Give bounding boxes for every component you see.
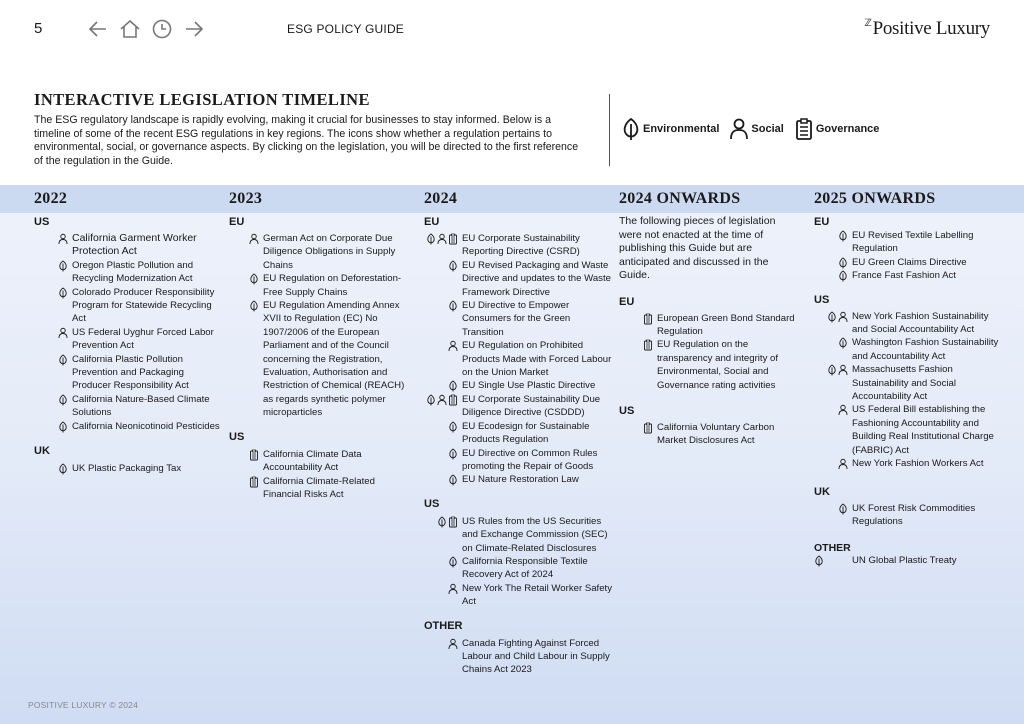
footer-copyright: POSITIVE LUXURY © 2024 [28, 700, 139, 710]
legislation-item[interactable]: Oregon Plastic Pollution and Recycling Modernization Act [34, 259, 224, 286]
clipboard-icon [448, 394, 458, 406]
home-icon[interactable] [118, 17, 142, 41]
legislation-item[interactable]: EU Ecodesign for Sustainable Products Regulation [424, 420, 614, 447]
legislation-item[interactable]: EU Directive to Empower Consumers for the Green Transition [424, 299, 614, 339]
leaf-icon [426, 233, 436, 245]
column-2022 [34, 215, 224, 476]
legislation-item[interactable]: California Plastic Pollution Prevention and Packaging Producer Responsibility Act [34, 353, 224, 393]
column-2025-onwards [814, 215, 1004, 568]
leaf-icon [448, 421, 458, 433]
region-label: EU [424, 216, 440, 228]
page-title: INTERACTIVE LEGISLATION TIMELINE [34, 90, 370, 109]
column-2023 [229, 215, 415, 501]
region-label: EU [229, 216, 245, 228]
legislation-item[interactable]: EU Revised Textile Labelling Regulation [814, 229, 1004, 256]
legislation-item[interactable]: EU Regulation on the transparency and integrity of Environmental, Social and Governance rating activities [619, 338, 799, 392]
legislation-item[interactable]: EU Corporate Sustainability Due Diligence Directive (CSDDD) [424, 393, 614, 420]
top-bar [0, 0, 1024, 60]
legislation-item[interactable]: US Federal Bill establishing the Fashioning Accountability and Building Real Institutional Charge (FABRIC) Act [814, 403, 1004, 457]
column-note: The following pieces of legislation were not enacted at the time of publishing this Guide but are anticipated and discussed in the Guide. [619, 215, 776, 281]
region-label: US [34, 216, 50, 228]
clipboard-icon [794, 116, 814, 142]
person-icon [437, 394, 447, 406]
legislation-item[interactable]: California Climate Data Accountability Act [229, 448, 415, 475]
intro-text: The ESG regulatory landscape is rapidly evolving, making it crucial for businesses to stay informed. Below is a timeline of some of the recent ESG regulations in key regions. The icons show whether a regulation pertains to environmental, social, or governance aspects. By clicking on the legislation, you will be directed to the first reference of the regulation in the Guide. [34, 114, 579, 167]
legislation-item[interactable]: California Neonicotinoid Pesticides [34, 420, 224, 433]
legislation-item[interactable]: California Garment Worker Protection Act [34, 232, 224, 259]
leaf-icon [249, 300, 259, 312]
arrow-left-icon[interactable] [86, 17, 110, 41]
leaf-icon [58, 287, 68, 299]
year-2023: 2023 [229, 190, 263, 207]
legislation-item[interactable]: Washington Fashion Sustainability and Accountability Act [814, 336, 1004, 363]
legislation-item[interactable]: Massachusetts Fashion Sustainability and Social Accountability Act [814, 363, 1004, 403]
leaf-icon [58, 463, 68, 475]
leaf-icon [426, 394, 436, 406]
page-number: 5 [34, 20, 43, 37]
leaf-icon [448, 260, 458, 272]
leaf-icon [838, 503, 848, 515]
region-label: US [424, 497, 440, 510]
legislation-item[interactable]: US Federal Uyghur Forced Labor Prevention Act [34, 326, 224, 353]
legislation-item[interactable]: EU Corporate Sustainability Reporting Directive (CSRD) [424, 232, 614, 259]
region-label: UK [814, 485, 830, 498]
region-label: US [619, 404, 635, 417]
legislation-item[interactable]: EU Regulation on Deforestation-Free Supply Chains [229, 272, 415, 299]
nav-icons [86, 17, 206, 41]
brand-mark: ℤ [864, 18, 872, 29]
legislation-item[interactable]: EU Single Use Plastic Directive [424, 379, 614, 392]
person-icon [58, 327, 68, 339]
leaf-icon [827, 311, 837, 323]
clipboard-icon [249, 476, 259, 488]
leaf-icon [58, 354, 68, 366]
person-icon [838, 404, 848, 416]
leaf-icon [827, 364, 837, 376]
leaf-icon [58, 260, 68, 272]
guide-title: ESG POLICY GUIDE [287, 22, 405, 36]
legislation-item[interactable]: EU Directive on Common Rules promoting the Repair of Goods [424, 447, 614, 474]
column-2024-onwards [619, 215, 799, 448]
legislation-item[interactable]: California Voluntary Carbon Market Disclosures Act [619, 421, 799, 448]
region-label: UK [34, 445, 50, 458]
legend-social [729, 116, 783, 142]
person-icon [729, 116, 749, 142]
legislation-item[interactable]: California Responsible Textile Recovery Act of 2024 [424, 555, 614, 582]
brand-logo[interactable] [864, 18, 990, 40]
legend-social-label: Social [751, 123, 784, 135]
region-label: US [814, 293, 830, 306]
person-icon [838, 311, 848, 323]
leaf-icon [58, 421, 68, 433]
clipboard-icon [448, 233, 458, 245]
region-label: EU [619, 295, 635, 308]
clipboard-icon [643, 422, 653, 434]
leaf-icon [838, 337, 848, 349]
legislation-item[interactable]: France Fast Fashion Act [814, 269, 1004, 282]
leaf-icon [448, 300, 458, 312]
divider [609, 94, 610, 166]
legend-environmental [621, 116, 719, 142]
legend-governance [794, 116, 880, 142]
clipboard-icon [643, 313, 653, 325]
legislation-item[interactable]: UN Global Plastic Treaty [814, 554, 1004, 567]
clipboard-icon [643, 339, 653, 351]
legislation-item[interactable]: New York The Retail Worker Safety Act [424, 582, 614, 609]
leaf-icon [838, 270, 848, 282]
leaf-icon [448, 448, 458, 460]
leaf-icon [58, 394, 68, 406]
legislation-item[interactable]: EU Nature Restoration Law [424, 473, 614, 486]
legislation-item[interactable]: New York Fashion Workers Act [814, 457, 1004, 470]
region-label: OTHER [814, 542, 851, 555]
year-2024-onwards: 2024 ONWARDS [619, 190, 741, 207]
leaf-icon [448, 474, 458, 486]
person-icon [448, 583, 458, 595]
legislation-item[interactable]: California Nature-Based Climate Solutions [34, 393, 224, 420]
brand-name: Positive Luxury [872, 18, 990, 39]
legislation-item[interactable]: EU Regulation on Prohibited Products Made with Forced Labour on the Union Market [424, 339, 614, 379]
legislation-item[interactable]: EU Regulation Amending Annex XVII to Regulation (EC) No 1907/2006 of the European Parliament and of the Council concerning the Registration, Evaluation, Authorisation and Restriction of Chemical (REACH) as regards synthetic polymer microparticles [229, 299, 415, 420]
leaf-icon [448, 556, 458, 568]
person-icon [838, 458, 848, 470]
leaf-icon [814, 555, 824, 567]
legislation-item[interactable]: US Rules from the US Securities and Exchange Commission (SEC) on Climate-Related Disclosures [424, 515, 614, 555]
leaf-icon [621, 116, 641, 142]
clipboard-icon [249, 449, 259, 461]
region-label: US [229, 430, 245, 443]
legislation-item[interactable]: California Climate-Related Financial Risks Act [229, 475, 415, 502]
clock-icon[interactable] [150, 17, 174, 41]
leaf-icon [437, 516, 447, 528]
legislation-item[interactable]: New York Fashion Sustainability and Social Accountability Act [814, 310, 1004, 337]
legislation-item[interactable]: German Act on Corporate Due Diligence Obligations in Supply Chains [229, 232, 415, 272]
person-icon [437, 233, 447, 245]
legislation-item[interactable]: European Green Bond Standard Regulation [619, 312, 799, 339]
legislation-item[interactable]: UK Plastic Packaging Tax [34, 462, 224, 475]
person-icon [838, 364, 848, 376]
leaf-icon [838, 257, 848, 269]
region-label: EU [814, 216, 830, 228]
arrow-right-icon[interactable] [182, 17, 206, 41]
timeline [0, 185, 1024, 724]
legislation-item[interactable]: Canada Fighting Against Forced Labour and Child Labour in Supply Chains Act 2023 [424, 637, 614, 677]
legislation-item[interactable]: EU Green Claims Directive [814, 256, 1004, 269]
legend-governance-label: Governance [815, 123, 880, 135]
person-icon [249, 233, 259, 245]
leaf-icon [249, 273, 259, 285]
year-2024: 2024 [424, 190, 458, 207]
legislation-item[interactable]: UK Forest Risk Commodities Regulations [814, 502, 1004, 529]
person-icon [58, 233, 68, 245]
year-2025-onwards: 2025 ONWARDS [814, 190, 936, 207]
clipboard-icon [448, 516, 458, 528]
leaf-icon [838, 230, 848, 242]
region-label: OTHER [424, 619, 463, 632]
legend [621, 116, 889, 142]
person-icon [448, 340, 458, 352]
column-2024 [424, 215, 614, 677]
leaf-icon [448, 380, 458, 392]
person-icon [448, 638, 458, 650]
legend-environmental-label: Environmental [643, 123, 720, 135]
legislation-item[interactable]: Colorado Producer Responsibility Program for Statewide Recycling Act [34, 286, 224, 326]
legislation-item[interactable]: EU Revised Packaging and Waste Directive and updates to the Waste Framework Directive [424, 259, 614, 299]
year-2022: 2022 [34, 190, 68, 207]
